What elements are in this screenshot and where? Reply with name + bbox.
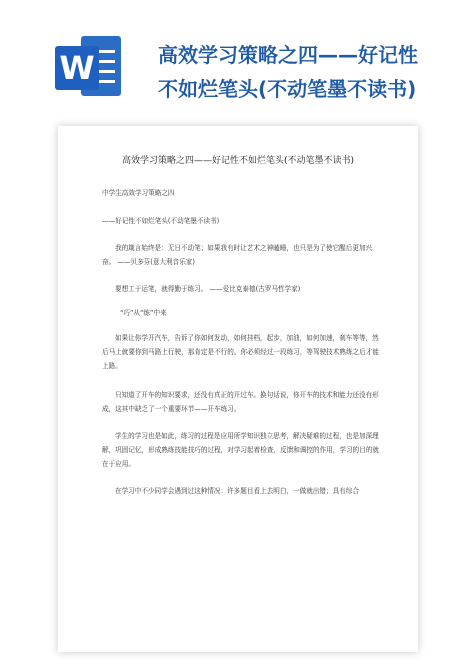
paragraph: 只知道了开车的知识要求，还没有真正的开过车。换句话说，你开车的技术和能力还没有形成，这其中缺乏了一个重要环节——开车练习。: [102, 391, 379, 413]
word-document-icon: [55, 32, 125, 102]
paragraph: 如果让你学开汽车，告诉了你如何发动，如何挂档，起步，加油，如何加速，刹车等等，然后马上就要你到马路上行驶，那肯定是不行的。你必须经过一段练习，等驾驶技术熟练之后才能上路。: [102, 334, 379, 370]
headline-line-1: 高效学习策略之四——好记性: [158, 43, 418, 67]
section-heading: “巧”从“练”中来: [120, 309, 167, 317]
document-page: [58, 126, 418, 652]
word-w-tile: W: [55, 46, 99, 90]
paragraph: 中学生高效学习策略之四: [102, 189, 175, 197]
headline-line-2: 不如烂笔头(不动笔墨不读书): [158, 77, 417, 101]
paragraph: 我的箴言始终是：无日不动笔；如果我有时让艺术之神瞌睡，也只是为了使它醒后更加兴奋。 ——贝多芬(意大利音乐家): [102, 244, 373, 266]
paragraph: ——好记性不如烂笔头(不动笔墨不读书): [102, 217, 220, 225]
header-banner: [0, 0, 474, 112]
paragraph: 在学习中不少同学会遇到过这种情况：许多题目看上去明白，一做就出错；具有综合: [115, 487, 359, 495]
paragraph: 学生的学习也是如此，练习的过程是应用所学知识独立思考，解决疑难的过程，也是加深理解，巩固记忆，形成熟练技能技巧的过程，对学习起着检查，反馈和调控的作用，学习的目的就在于应用。: [102, 432, 379, 468]
paragraph: 要想工于运笔，就得勤于练习。 ——爱比克泰德(古罗马哲学家): [115, 285, 301, 293]
document-title: 高效学习策略之四——好记性不如烂笔头(不动笔墨不读书): [121, 156, 355, 166]
headline-title: [158, 38, 458, 106]
